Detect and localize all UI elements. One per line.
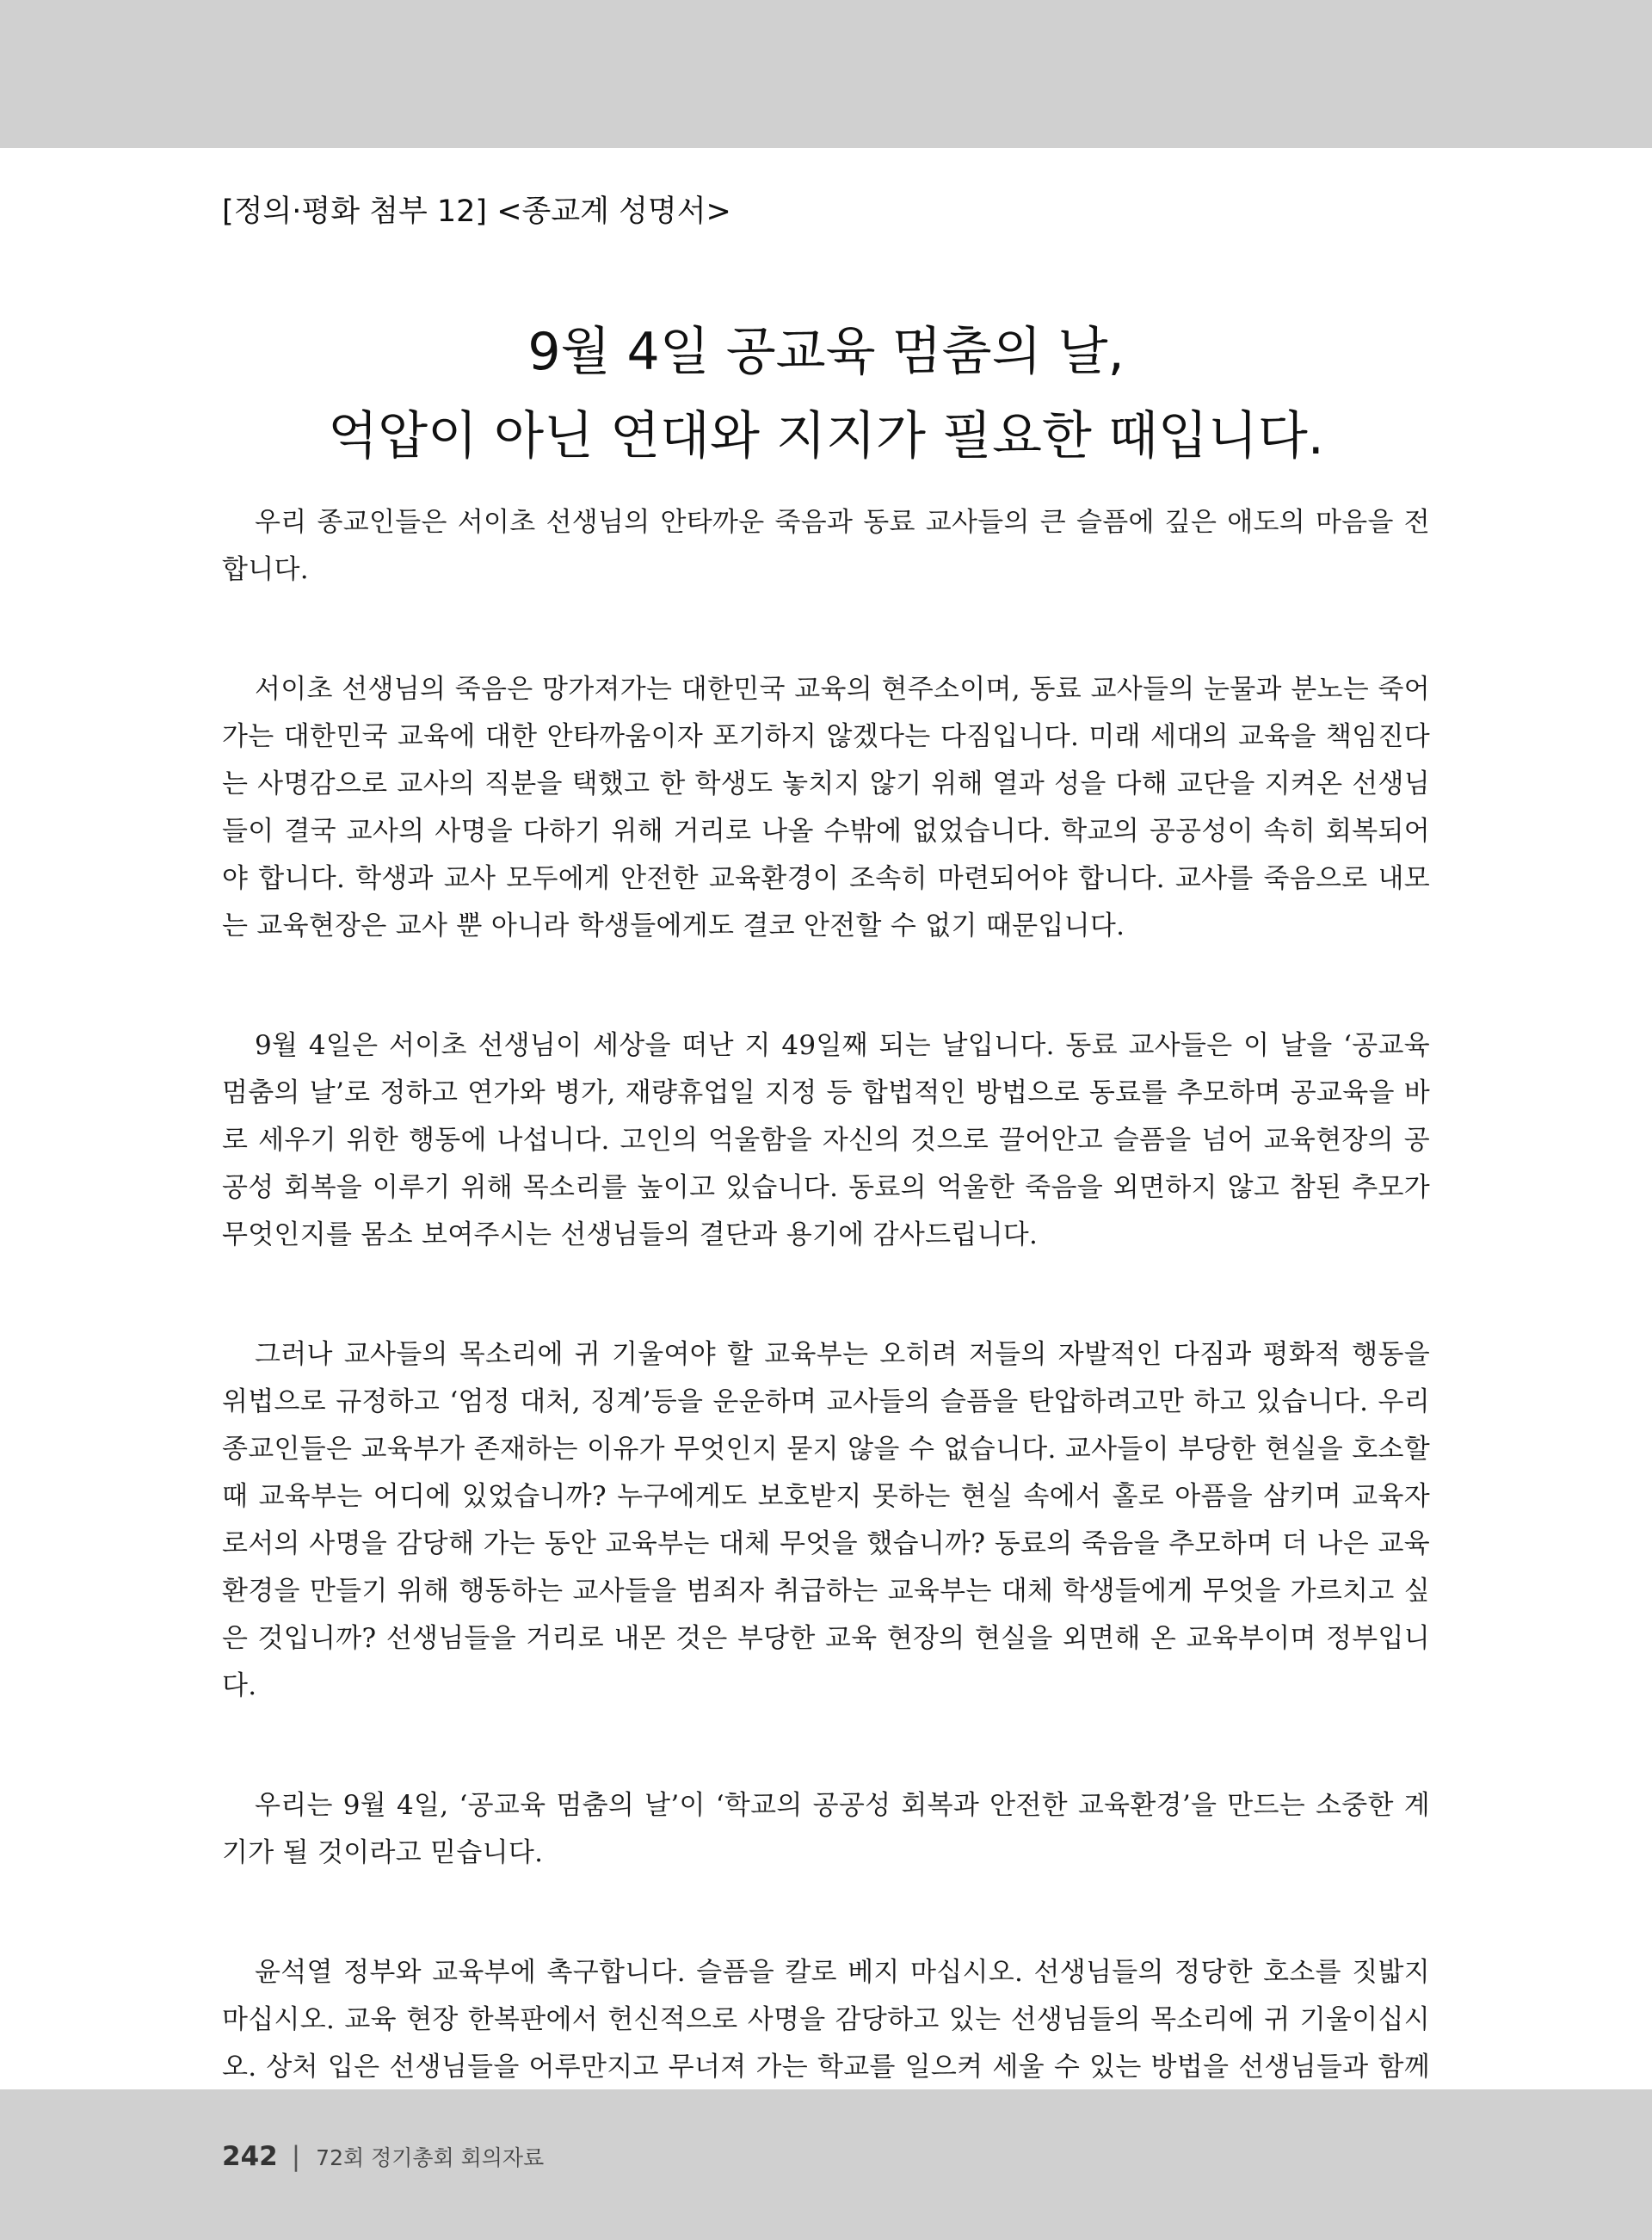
- paragraph-education-crisis: 서이초 선생님의 죽음은 망가져가는 대한민국 교육의 현주소이며, 동료 교사들의 눈물과 분노는 죽어가는 대한민국 교육에 대한 안타까움이자 포기하지 않겠다는 다짐입니다. 미래 세대의 교육을 책임진다는 사명감으로 교사의 직분을 택했고 한 학생도 놓치지 않기 위해 열과 성을 다해 교단을 지켜온 선생님들이 결국 교사의 사명을 다하기 위해 거리로 나올 수밖에 없었습니다. 학교의 공공성이 속히 회복되어야 합니다. 학생과 교사 모두에게 안전한 교육환경이 조속히 마련되어야 합니다. 교사를 죽음으로 내모는 교육현장은 교사 뿐 아니라 학생들에게도 결코 안전할 수 없기 때문입니다.: [222, 674, 1430, 941]
- page-footer: [222, 2141, 544, 2172]
- statement-title: [222, 310, 1430, 478]
- title-line-1: 9월 4일 공교육 멈춤의 날,: [527, 322, 1125, 382]
- paragraph-september-4: 9월 4일은 서이초 선생님이 세상을 떠난 지 49일째 되는 날입니다. 동료 교사들은 이 날을 ‘공교육 멈춤의 날’로 정하고 연가와 병가, 재량휴업일 지정 등 합법적인 방법으로 동료를 추모하며 공교육을 바로 세우기 위한 행동에 나섭니다. 고인의 억울함을 자신의 것으로 끌어안고 슬픔을 넘어 교육현장의 공공성 회복을 이루기 위해 목소리를 높이고 있습니다. 동료의 억울한 죽음을 외면하지 않고 참된 추모가 무엇인지를 몸소 보여주시는 선생님들의 결단과 용기에 감사드립니다.: [222, 1030, 1430, 1250]
- paragraph-condolence: 우리 종교인들은 서이초 선생님의 안타까운 죽음과 동료 교사들의 큰 슬픔에 깊은 애도의 마음을 전합니다.: [222, 507, 1430, 585]
- paragraph-demand: 윤석열 정부와 교육부에 촉구합니다. 슬픔을 칼로 베지 마십시오. 선생님들의 정당한 호소를 짓밟지 마십시오. 교육 현장 한복판에서 헌신적으로 사명을 감당하고 있는 선생님들의 목소리에 귀 기울이십시오. 상처 입은 선생님들을 어루만지고 무너져 가는 학교를 일으켜 세울 수 있는 방법을 선생님들과 함께: [222, 1957, 1430, 2083]
- paragraph-ministry-criticism: 그러나 교사들의 목소리에 귀 기울여야 할 교육부는 오히려 저들의 자발적인 다짐과 평화적 행동을 위법으로 규정하고 ‘엄정 대처, 징계’등을 운운하며 교사들의 슬픔을 탄압하려고만 하고 있습니다. 우리 종교인들은 교육부가 존재하는 이유가 무엇인지 묻지 않을 수 없습니다. 교사들이 부당한 현실을 호소할 때 교육부는 어디에 있었습니까? 누구에게도 보호받지 못하는 현실 속에서 홀로 아픔을 삼키며 교육자로서의 사명을 감당해 가는 동안 교육부는 대체 무엇을 했습니까? 동료의 죽음을 추모하며 더 나은 교육 환경을 만들기 위해 행동하는 교사들을 범죄자 취급하는 교육부는 대체 학생들에게 무엇을 가르치고 싶은 것입니까? 선생님들을 거리로 내몬 것은 부당한 교육 현장의 현실을 외면해 온 교육부이며 정부입니다.: [222, 1339, 1430, 1701]
- attachment-label: [정의·평화 첨부 12] <종교계 성명서>: [222, 194, 731, 229]
- header-band: [0, 0, 1652, 148]
- statement-body: [222, 499, 1430, 2211]
- title-line-2: 억압이 아닌 연대와 지지가 필요한 때입니다.: [328, 406, 1324, 466]
- footer-document-title: 72회 정기총회 회의자료: [316, 2145, 545, 2170]
- footer-separator: |: [291, 2141, 301, 2172]
- paragraph-belief: 우리는 9월 4일, ‘공교육 멈춤의 날’이 ‘학교의 공공성 회복과 안전한 교육환경’을 만드는 소중한 계기가 될 것이라고 믿습니다.: [222, 1790, 1430, 1868]
- page-number: 242: [222, 2141, 278, 2172]
